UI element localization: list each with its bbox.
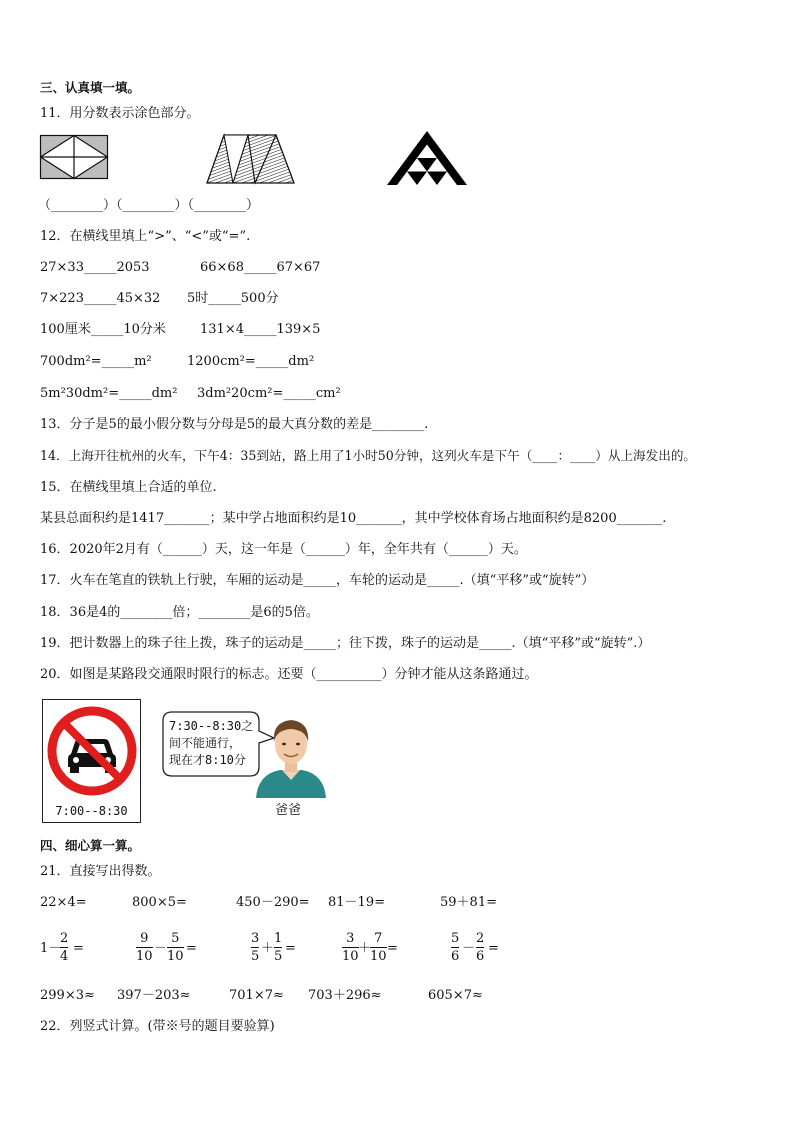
frac-3-b <box>274 931 282 964</box>
q12-row4-left: 700dm²=_____m² <box>40 354 152 369</box>
frac-4-op: ＋ <box>358 941 372 956</box>
frac-4-a <box>342 931 359 964</box>
bubble-line-2: 间不能通行， <box>169 736 242 750</box>
frac-5-b-den: 6 <box>476 949 485 964</box>
frac-2-b-den: 10 <box>167 949 184 964</box>
q12-row5-right: 3dm²20cm²=_____cm² <box>197 386 341 401</box>
frac-3-a <box>251 931 259 964</box>
frac-2-a-den: 10 <box>136 949 153 964</box>
q12-row2-right: 5时_____500分 <box>187 291 279 306</box>
frac-4-b <box>370 931 387 964</box>
frac-2-a-num: 9 <box>140 931 149 946</box>
question-15: 15．在横线里填上合适的单位. <box>40 480 217 495</box>
frac-5-b-num: 2 <box>476 931 485 946</box>
frac-4-a-den: 10 <box>342 949 359 964</box>
frac-5-a-num: 5 <box>451 931 460 946</box>
figure-rectangle-rhombus <box>40 135 108 179</box>
dad-illustration <box>254 714 328 798</box>
frac-4-eq: = <box>387 941 398 956</box>
question-11: 11．用分数表示涂色部分。 <box>40 106 200 121</box>
no-car-sign-icon <box>45 704 139 798</box>
frac-5-a-den: 6 <box>451 949 460 964</box>
frac-2-eq: = <box>186 941 197 956</box>
frac-1-eq: = <box>73 941 84 956</box>
question-19: 19．把计数器上的珠子往上拨，珠子的运动是_____；往下拨，珠子的运动是_____.（填“平移”或“旋转”.） <box>40 636 651 651</box>
q21-calc-4: 81－19= <box>328 895 385 910</box>
frac-1-lead: 1－ <box>40 941 62 956</box>
q21-calc-1: 22×4= <box>40 895 87 910</box>
frac-2-b <box>167 931 184 964</box>
q12-row1-right: 66×68_____67×67 <box>200 260 321 275</box>
frac-2-op: － <box>154 941 168 956</box>
traffic-sign <box>42 699 141 823</box>
question-20: 20．如图是某路段交通限时限行的标志。还要（__________）分钟才能从这条路通过。 <box>40 667 538 682</box>
question-12: 12．在横线里填上“>”、“<”或“=”. <box>40 229 251 244</box>
question-22: 22．列竖式计算。(带※号的题目要验算) <box>40 1019 275 1034</box>
q21-est-1: 299×3≈ <box>40 988 95 1003</box>
section-title-4: 四、细心算一算。 <box>40 838 141 853</box>
q12-row2-left: 7×223_____45×32 <box>40 291 161 306</box>
frac-1-a <box>60 931 68 964</box>
bubble-line-3: 现在才8:10分 <box>169 753 246 767</box>
q12-row3-right: 131×4_____139×5 <box>200 322 321 337</box>
frac-4-b-num: 7 <box>374 931 383 946</box>
figure-hatched-trapezoid <box>203 133 297 185</box>
q21-est-2: 397－203≈ <box>117 988 191 1003</box>
dad-label: 爸爸 <box>275 803 302 818</box>
q12-row5-left: 5m²30dm²=_____dm² <box>40 386 178 401</box>
frac-1-a-num: 2 <box>60 931 69 946</box>
question-14: 14．上海开往杭州的火车，下午4：35到站，路上用了1小时50分钟，这列火车是下午（____：____）从上海发出的。 <box>40 448 697 463</box>
question-21: 21．直接写出得数。 <box>40 864 161 879</box>
frac-3-op: ＋ <box>261 941 275 956</box>
bubble-line-1: 7:30--8:30之 <box>169 719 254 733</box>
question-13: 13．分子是5的最小假分数与分母是5的最大真分数的差是________. <box>40 417 429 432</box>
frac-5-op: － <box>462 941 476 956</box>
sign-time-label: 7:00--8:30 <box>55 804 128 818</box>
frac-3-a-den: 5 <box>251 949 260 964</box>
frac-5-b <box>476 931 484 964</box>
frac-2-a <box>136 931 153 964</box>
q12-row1-left: 27×33_____2053 <box>40 260 150 275</box>
frac-3-a-num: 3 <box>251 931 260 946</box>
frac-3-b-den: 5 <box>274 949 283 964</box>
question-11-blanks[interactable]: （________）（________）（________） <box>38 198 260 213</box>
question-18: 18．36是4的________倍；________是6的5倍。 <box>40 605 319 620</box>
q12-row4-right: 1200cm²=_____dm² <box>187 354 315 369</box>
frac-5-a <box>451 931 459 964</box>
frac-4-a-num: 3 <box>346 931 355 946</box>
q21-calc-5: 59＋81= <box>440 895 497 910</box>
q21-calc-3: 450－290= <box>236 895 310 910</box>
figure-triangle-pattern <box>386 130 468 186</box>
question-17: 17．火车在笔直的铁轨上行驶，车厢的运动是_____，车轮的运动是_____.（填“平移”或“旋转”） <box>40 573 595 588</box>
frac-3-b-num: 1 <box>274 931 283 946</box>
q21-est-4: 703＋296≈ <box>308 988 382 1003</box>
frac-3-eq: = <box>285 941 296 956</box>
question-16: 16．2020年2月有（______）天，这一年是（______）年，全年共有（______）天。 <box>40 542 527 557</box>
frac-4-b-den: 10 <box>370 949 387 964</box>
q21-est-5: 605×7≈ <box>428 988 483 1003</box>
frac-1-a-den: 4 <box>60 949 69 964</box>
frac-2-b-num: 5 <box>171 931 180 946</box>
frac-5-eq: = <box>488 941 499 956</box>
q21-est-3: 701×7≈ <box>229 988 284 1003</box>
q12-row3-left: 100厘米_____10分米 <box>40 322 166 337</box>
question-15-line: 某县总面积约是1417_______；某中学占地面积约是10_______，其中学校体育场占地面积约是8200_______. <box>40 511 667 526</box>
q21-calc-2: 800×5= <box>132 895 187 910</box>
section-title-3: 三、认真填一填。 <box>40 80 141 95</box>
